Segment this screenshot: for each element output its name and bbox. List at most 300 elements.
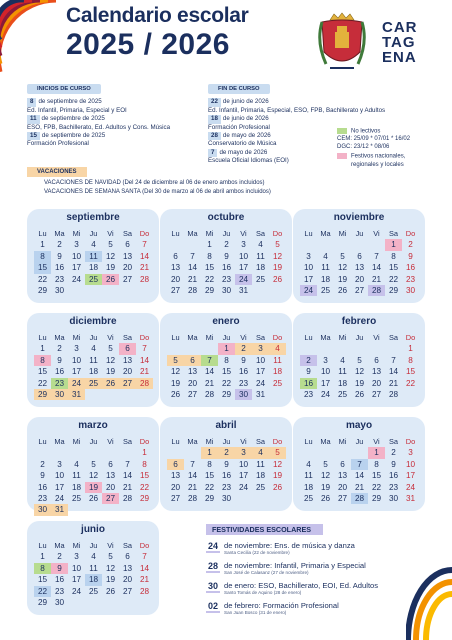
day-cell: 12 [272, 459, 283, 469]
fin-de-curso: FIN DE CURSO 22 de junio de 2026 Ed. Infantil, Primaria, Especial, ESO, FPB, Bachillerato y Adultos 18 de junio de 2026 Formación Profesional 28 de mayo de 2026 Conservatorio de Música 7 de mayo de 2026 Escuela Oficial Idiomas (EOI) [208, 86, 386, 165]
day-cell: 29 [388, 285, 399, 295]
day-cell: 1 [368, 447, 385, 458]
day-cell: 3 [252, 343, 269, 354]
day-cell: 18 [71, 482, 82, 492]
day-cell: 30 [34, 504, 51, 515]
day-cell: 4 [306, 459, 311, 469]
weekday-label: Mi [205, 333, 214, 342]
legend: No lectivos CEM: 25/09 * 07/01 * 16/02 DGC: 23/12 * 08/06 Festivos nacionales, regionales y locales [337, 128, 411, 168]
day-cell: 17 [238, 471, 249, 481]
day-cell: 8 [224, 355, 229, 365]
empty-cell [334, 447, 351, 458]
day-cell: 28 [136, 378, 153, 389]
vacaciones-label: VACACIONES [27, 167, 87, 177]
day-cell: 22 [37, 378, 48, 388]
day-cell: 3 [306, 251, 311, 261]
weekday-label: Vi [107, 229, 114, 238]
day-cell: 19 [272, 471, 283, 481]
day-cell: 7 [351, 459, 368, 470]
day-cell: 13 [122, 355, 133, 365]
day-cell: 20 [170, 482, 181, 492]
month-card-septiembre: septiembre Lu Ma Mi Ju Vi Sa Do 1 2 3 4 5 6 7 8 9 10 11 12 13 14 15 16 17 18 19 20 21 22 23 24 25 26 27 28 29 30 [27, 209, 159, 303]
day-cell: 2 [57, 344, 62, 354]
weekday-label: Lu [38, 333, 47, 342]
day-cell: 14 [204, 367, 215, 377]
month-card-abril: abril Lu Ma Mi Ju Vi Sa Do 1 2 3 4 5 6 7 8 9 10 11 12 13 14 15 16 17 18 19 20 21 22 23 24 25 26 27 28 29 30 [160, 417, 292, 511]
empty-cell [351, 239, 368, 250]
day-cell: 11 [89, 563, 98, 573]
weekday-label: Vi [373, 229, 380, 238]
weekday-label: Do [139, 229, 150, 238]
day-cell: 21 [139, 575, 150, 585]
day-cell: 14 [371, 263, 382, 273]
day-cell: 21 [122, 482, 133, 492]
day-cell: 25 [255, 274, 266, 284]
weekday-label: Do [405, 229, 416, 238]
day-cell: 26 [88, 493, 99, 503]
day-cell: 12 [105, 251, 116, 261]
day-cell: 12 [170, 367, 181, 377]
nolectivo-swatch [337, 128, 347, 134]
day-cell: 18 [85, 574, 102, 585]
day-cell: 16 [54, 367, 65, 377]
day-cell: 23 [238, 378, 249, 388]
inicio-entry: 15 de septiembre de 2025 [27, 132, 170, 140]
day-cell: 31 [255, 389, 266, 399]
day-cell: 31 [405, 493, 416, 503]
day-cell: 3 [74, 240, 79, 250]
day-cell: 6 [340, 459, 345, 469]
day-cell: 30 [221, 285, 232, 295]
day-cell: 25 [255, 482, 266, 492]
day-cell: 19 [337, 274, 348, 284]
day-cell: 1 [40, 240, 45, 250]
day-cell: 4 [340, 355, 345, 365]
day-cell: 12 [320, 471, 331, 481]
day-cell: 4 [91, 344, 96, 354]
day-cell: 4 [74, 459, 79, 469]
day-cell: 31 [238, 285, 249, 295]
weekday-label: Ju [222, 437, 231, 446]
day-cell: 13 [354, 263, 365, 273]
day-cell: 6 [184, 355, 201, 366]
day-cell: 21 [204, 378, 215, 388]
weekday-label: Lu [171, 229, 180, 238]
day-cell: 28 [187, 285, 198, 295]
weekday-label: Lu [171, 333, 180, 342]
day-cell: 22 [204, 482, 215, 492]
day-cell: 8 [207, 251, 212, 261]
weekday-label: Vi [240, 333, 247, 342]
day-cell: 15 [139, 471, 150, 481]
day-cell: 9 [241, 355, 246, 365]
day-cell: 26 [337, 285, 348, 295]
day-cell: 3 [323, 355, 328, 365]
weekday-label: Sa [255, 229, 266, 238]
day-cell: 20 [354, 274, 365, 284]
weekday-label: Ma [54, 541, 65, 550]
day-cell: 30 [221, 493, 232, 503]
day-cell: 11 [89, 355, 98, 365]
day-cell: 16 [238, 367, 249, 377]
day-cell: 14 [122, 471, 133, 481]
day-cell: 27 [119, 378, 136, 389]
day-cell: 14 [388, 367, 399, 377]
weekday-label: Ma [187, 229, 198, 238]
day-cell: 28 [351, 493, 368, 504]
empty-cell [85, 447, 102, 458]
empty-cell [368, 343, 385, 354]
weekday-label: Ma [54, 229, 65, 238]
day-cell: 10 [238, 251, 249, 261]
day-cell: 31 [51, 504, 68, 515]
weekday-label: Vi [240, 229, 247, 238]
weekday-label: Ju [222, 229, 231, 238]
day-cell: 2 [391, 448, 396, 458]
day-cell: 7 [190, 459, 195, 469]
day-cell: 9 [40, 471, 45, 481]
day-cell: 23 [221, 482, 232, 492]
day-cell: 25 [320, 285, 331, 295]
empty-cell [167, 343, 184, 354]
day-cell: 28 [139, 274, 150, 284]
weekday-label: Sa [388, 333, 399, 342]
weekday-label: Sa [122, 333, 133, 342]
day-cell: 24 [300, 285, 317, 296]
weekday-label: Mi [338, 229, 347, 238]
weekday-label: Sa [388, 229, 399, 238]
day-cell: 10 [303, 263, 314, 273]
day-cell: 17 [71, 575, 82, 585]
day-cell: 18 [255, 471, 266, 481]
festividad-item: 02 de febrero: Formación Profesional San Juan Bosco (31 de enero) [207, 601, 339, 615]
day-cell: 25 [303, 493, 314, 503]
day-cell: 6 [357, 251, 362, 261]
month-card-mayo: mayo Lu Ma Mi Ju Vi Sa Do 1 2 3 4 5 6 7 8 9 10 11 12 13 14 15 16 17 18 19 20 21 22 23 24 25 26 27 28 29 30 31 [293, 417, 425, 511]
day-cell: 15 [204, 263, 215, 273]
day-cell: 29 [204, 285, 215, 295]
weekday-label: Do [139, 437, 150, 446]
weekday-label: Do [272, 333, 283, 342]
day-cell: 7 [391, 355, 396, 365]
vacaciones-list: VACACIONES DE NAVIDAD (Del 24 de diciembre al 06 de enero ambos incluidos) VACACIONES DE SEMANA SANTA (Del 30 de marzo al 06 de abril ambos incluidos) [44, 180, 271, 195]
day-cell: 29 [37, 285, 48, 295]
day-cell: 25 [71, 493, 82, 503]
day-cell: 16 [54, 575, 65, 585]
day-cell: 10 [320, 367, 331, 377]
weekday-label: Do [272, 229, 283, 238]
day-cell: 18 [88, 263, 99, 273]
day-cell: 23 [51, 378, 68, 389]
weekday-label: Ju [89, 229, 98, 238]
day-cell: 25 [85, 274, 102, 285]
day-cell: 19 [105, 263, 116, 273]
day-cell: 24 [54, 493, 65, 503]
day-cell: 4 [258, 240, 263, 250]
day-cell: 29 [37, 597, 48, 607]
day-cell: 20 [122, 367, 133, 377]
empty-cell [167, 447, 184, 458]
weekday-label: Vi [373, 437, 380, 446]
empty-cell [300, 447, 317, 458]
day-cell: 3 [235, 447, 252, 458]
weekday-label: Sa [255, 437, 266, 446]
day-cell: 16 [221, 471, 232, 481]
day-cell: 20 [170, 274, 181, 284]
day-cell: 22 [139, 482, 150, 492]
weekday-label: Ju [355, 229, 364, 238]
day-cell: 26 [272, 274, 283, 284]
day-cell: 28 [187, 493, 198, 503]
empty-cell [334, 239, 351, 250]
day-cell: 19 [272, 263, 283, 273]
day-cell: 19 [85, 482, 102, 493]
weekday-label: Mi [72, 333, 81, 342]
day-cell: 11 [256, 459, 265, 469]
month-card-diciembre: diciembre Lu Ma Mi Ju Vi Sa Do 1 2 3 4 5 6 7 8 9 10 11 12 13 14 15 16 17 18 19 20 21 22 23 24 25 26 27 28 29 30 31 [27, 313, 159, 407]
day-cell: 9 [408, 251, 413, 261]
day-cell: 16 [300, 378, 317, 389]
weekday-label: Do [405, 437, 416, 446]
fin-entry: 18 de junio de 2026 [208, 115, 385, 123]
day-cell: 25 [337, 389, 348, 399]
empty-cell [317, 343, 334, 354]
day-cell: 1 [408, 344, 413, 354]
empty-cell [184, 239, 201, 250]
day-cell: 2 [408, 240, 413, 250]
empty-cell [184, 343, 201, 354]
month-card-noviembre: noviembre Lu Ma Mi Ju Vi Sa Do 1 2 3 4 5 6 7 8 9 10 11 12 13 14 15 16 17 18 19 20 21 22 23 24 25 26 27 28 29 30 [293, 209, 425, 303]
month-card-marzo: marzo Lu Ma Mi Ju Vi Sa Do 1 2 3 4 5 6 7 8 9 10 11 12 13 14 15 16 17 18 19 20 21 22 23 24 25 26 27 28 29 30 31 [27, 417, 159, 511]
day-cell: 21 [139, 367, 150, 377]
day-cell: 17 [255, 367, 266, 377]
empty-cell [201, 343, 218, 354]
day-cell: 12 [272, 251, 283, 261]
weekday-label: Mi [72, 541, 81, 550]
day-cell: 23 [37, 493, 48, 503]
day-cell: 26 [320, 493, 331, 503]
day-cell: 11 [72, 471, 81, 481]
day-cell: 8 [374, 459, 379, 469]
inicio-entry: 11 de septiembre de 2025 [27, 115, 170, 123]
day-cell: 30 [235, 389, 252, 400]
day-cell: 1 [201, 447, 218, 458]
coat-of-arms-icon [316, 12, 368, 74]
day-cell: 4 [252, 447, 269, 458]
day-cell: 21 [388, 378, 399, 388]
day-cell: 13 [187, 367, 198, 377]
day-cell: 28 [139, 586, 150, 596]
weekday-label: Ju [89, 333, 98, 342]
day-cell: 13 [170, 263, 181, 273]
day-cell: 28 [368, 285, 385, 296]
day-cell: 3 [57, 459, 62, 469]
day-cell: 11 [256, 251, 265, 261]
day-cell: 9 [224, 459, 229, 469]
day-cell: 10 [71, 563, 82, 573]
day-cell: 16 [388, 471, 399, 481]
day-cell: 24 [320, 389, 331, 399]
day-cell: 14 [187, 263, 198, 273]
festivo-swatch [337, 153, 347, 159]
day-cell: 30 [388, 493, 399, 503]
day-cell: 12 [337, 263, 348, 273]
day-cell: 13 [337, 471, 348, 481]
day-cell: 21 [187, 482, 198, 492]
day-cell: 6 [167, 459, 184, 470]
day-cell: 17 [71, 263, 82, 273]
day-cell: 8 [207, 459, 212, 469]
day-cell: 29 [204, 493, 215, 503]
day-cell: 9 [57, 355, 62, 365]
day-cell: 10 [54, 471, 65, 481]
day-cell: 20 [337, 482, 348, 492]
day-cell: 20 [122, 263, 133, 273]
month-card-junio: junio Lu Ma Mi Ju Vi Sa Do 1 2 3 4 5 6 7 8 9 10 11 12 13 14 15 16 17 18 19 20 21 22 23 24 25 26 27 28 29 30 [27, 521, 159, 615]
day-cell: 14 [187, 471, 198, 481]
day-cell: 24 [71, 586, 82, 596]
day-cell: 15 [371, 471, 382, 481]
empty-cell [51, 447, 68, 458]
weekday-label: Lu [304, 333, 313, 342]
day-cell: 2 [57, 240, 62, 250]
day-cell: 26 [105, 586, 116, 596]
day-cell: 21 [371, 274, 382, 284]
day-cell: 15 [37, 367, 48, 377]
day-cell: 16 [405, 263, 416, 273]
day-cell: 1 [385, 239, 402, 250]
weekday-label: Vi [107, 333, 114, 342]
empty-cell [317, 447, 334, 458]
day-cell: 28 [388, 389, 399, 399]
day-cell: 28 [122, 493, 133, 503]
day-cell: 3 [241, 240, 246, 250]
day-cell: 8 [34, 355, 51, 366]
day-cell: 8 [34, 563, 51, 574]
day-cell: 26 [272, 482, 283, 492]
day-cell: 13 [371, 367, 382, 377]
day-cell: 16 [54, 263, 65, 273]
weekday-label: Ju [89, 541, 98, 550]
weekday-label: Vi [373, 333, 380, 342]
day-cell: 27 [122, 586, 133, 596]
day-cell: 24 [71, 274, 82, 284]
weekday-label: Lu [38, 541, 47, 550]
weekday-label: Lu [171, 437, 180, 446]
day-cell: 17 [405, 471, 416, 481]
day-cell: 9 [391, 459, 396, 469]
day-cell: 21 [354, 482, 365, 492]
day-cell: 6 [173, 251, 178, 261]
day-cell: 1 [207, 240, 212, 250]
day-cell: 11 [304, 471, 313, 481]
day-cell: 18 [303, 482, 314, 492]
weekday-label: Ju [355, 333, 364, 342]
day-cell: 17 [238, 263, 249, 273]
month-card-enero: enero Lu Ma Mi Ju Vi Sa Do 1 2 3 4 5 6 7 8 9 10 11 12 13 14 15 16 17 18 19 20 21 22 23 24 25 26 27 28 29 30 31 [160, 313, 292, 407]
day-cell: 24 [68, 378, 85, 389]
day-cell: 13 [105, 471, 116, 481]
day-cell: 24 [235, 274, 252, 285]
day-cell: 1 [40, 552, 45, 562]
day-cell: 5 [108, 240, 113, 250]
day-cell: 12 [354, 367, 365, 377]
day-cell: 29 [139, 493, 150, 503]
day-cell: 7 [125, 459, 130, 469]
month-card-febrero: febrero Lu Ma Mi Ju Vi Sa Do 1 2 3 4 5 6 7 8 9 10 11 12 13 14 15 16 17 18 19 20 21 22 23 24 25 26 27 28 [293, 313, 425, 407]
day-cell: 26 [102, 378, 119, 389]
weekday-label: Do [405, 333, 416, 342]
day-cell: 8 [408, 355, 413, 365]
day-cell: 23 [54, 586, 65, 596]
day-cell: 12 [105, 563, 116, 573]
day-cell: 8 [142, 459, 147, 469]
empty-cell [119, 447, 136, 458]
day-cell: 22 [371, 482, 382, 492]
month-card-octubre: octubre Lu Ma Mi Ju Vi Sa Do 1 2 3 4 5 6 7 8 9 10 11 12 13 14 15 16 17 18 19 20 21 22 23 24 25 26 27 28 29 30 31 [160, 209, 292, 303]
empty-cell [385, 343, 402, 354]
day-cell: 29 [221, 389, 232, 399]
weekday-label: Vi [240, 437, 247, 446]
day-cell: 8 [391, 251, 396, 261]
day-cell: 9 [224, 251, 229, 261]
day-cell: 21 [139, 263, 150, 273]
day-cell: 22 [405, 378, 416, 388]
day-cell: 2 [40, 459, 45, 469]
day-cell: 26 [354, 389, 365, 399]
day-cell: 10 [71, 251, 82, 261]
day-cell: 5 [269, 447, 286, 458]
festividad-item: 28 de noviembre: Infantil, Primaria y Especial San José de Calasanz (27 de noviembre) [207, 561, 366, 575]
day-cell: 24 [255, 378, 266, 388]
empty-cell [167, 239, 184, 250]
weekday-label: Ju [222, 333, 231, 342]
day-cell: 14 [139, 251, 150, 261]
day-cell: 2 [300, 355, 317, 366]
day-cell: 27 [187, 389, 198, 399]
weekday-label: Lu [38, 229, 47, 238]
day-cell: 30 [405, 285, 416, 295]
day-cell: 7 [142, 344, 147, 354]
day-cell: 22 [221, 378, 232, 388]
day-cell: 13 [122, 251, 133, 261]
day-cell: 12 [105, 355, 116, 365]
day-cell: 2 [224, 240, 229, 250]
fin-entry: 22 de junio de 2026 [208, 98, 385, 106]
day-cell: 24 [238, 482, 249, 492]
weekday-label: Lu [304, 437, 313, 446]
day-cell: 3 [408, 448, 413, 458]
cartagena-logo: CAR TAG ENA [382, 19, 418, 66]
day-cell: 6 [374, 355, 379, 365]
day-cell: 7 [142, 552, 147, 562]
day-cell: 6 [108, 459, 113, 469]
day-cell: 17 [54, 482, 65, 492]
school-year: 2025 / 2026 [66, 28, 230, 61]
empty-cell [317, 239, 334, 250]
day-cell: 5 [91, 459, 96, 469]
legend-nolectivos: No lectivos [337, 128, 410, 136]
decorative-arcs-top-left [0, 0, 60, 80]
weekday-label: Vi [107, 437, 114, 446]
weekday-label: Ma [187, 333, 198, 342]
day-cell: 5 [167, 355, 184, 366]
day-cell: 7 [201, 355, 218, 366]
day-cell: 1 [218, 343, 235, 354]
weekday-label: Ju [89, 437, 98, 446]
day-cell: 11 [273, 355, 282, 365]
day-cell: 16 [221, 263, 232, 273]
